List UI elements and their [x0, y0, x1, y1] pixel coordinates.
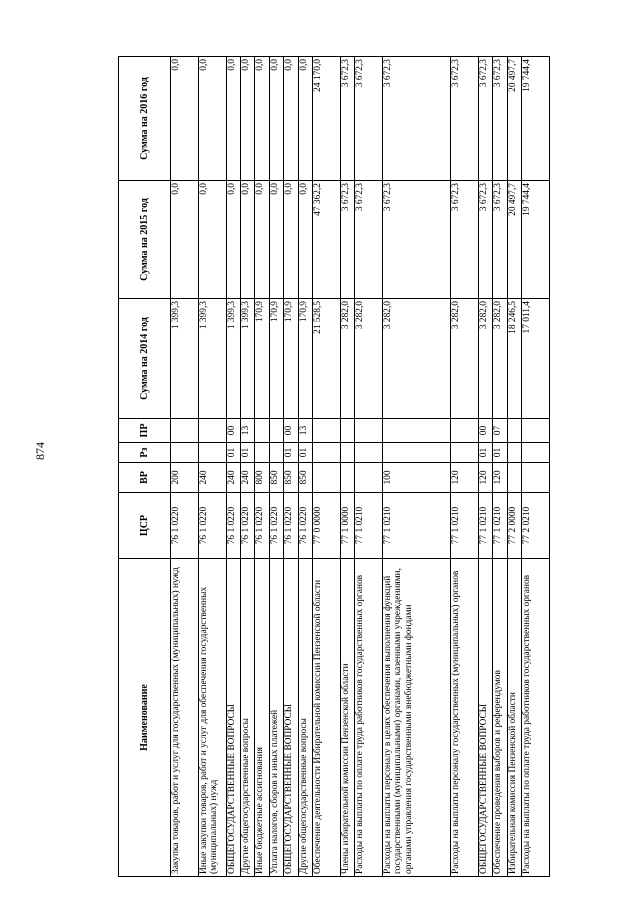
cell-s2016: 3 672,3 — [355, 57, 383, 181]
cell-csr: 77 1 0210 — [493, 493, 507, 559]
budget-table — [118, 56, 550, 877]
cell-s2015: 0,0 — [255, 181, 269, 299]
cell-vr: 120 — [493, 463, 507, 493]
table-row — [507, 57, 521, 877]
table-row — [198, 57, 226, 877]
cell-vr — [355, 463, 383, 493]
cell-rz — [171, 443, 199, 463]
cell-csr: 76 1 0220 — [226, 493, 240, 559]
cell-vr: 200 — [171, 463, 199, 493]
header-sum-2016: Сумма на 2016 год — [119, 57, 171, 181]
cell-csr: 76 1 0220 — [255, 493, 269, 559]
table-row — [340, 57, 354, 877]
cell-name: Расходы на выплаты по оплате труда работников государственных органов — [355, 559, 383, 877]
cell-s2015: 0,0 — [171, 181, 199, 299]
cell-csr: 76 1 0220 — [269, 493, 283, 559]
cell-rz — [507, 443, 521, 463]
cell-pr — [507, 419, 521, 443]
cell-s2016: 3 672,3 — [493, 57, 507, 181]
cell-name: Расходы на выплаты по оплате труда работников государственных органов — [522, 559, 550, 877]
cell-name: Обеспечение проведения выборов и референдумов — [493, 559, 507, 877]
cell-s2015: 3 672,3 — [451, 181, 479, 299]
cell-s2015: 0,0 — [198, 181, 226, 299]
cell-s2014: 21 528,5 — [313, 299, 341, 419]
cell-s2016: 0,0 — [298, 57, 312, 181]
cell-pr — [313, 419, 341, 443]
cell-name: ОБЩЕГОСУДАРСТВЕННЫЕ ВОПРОСЫ — [284, 559, 298, 877]
cell-s2016: 0,0 — [240, 57, 254, 181]
cell-s2014: 3 282,0 — [451, 299, 479, 419]
table-row — [240, 57, 254, 877]
cell-vr: 800 — [255, 463, 269, 493]
cell-s2014: 170,9 — [284, 299, 298, 419]
cell-vr: 850 — [269, 463, 283, 493]
cell-rz — [355, 443, 383, 463]
cell-rz — [451, 443, 479, 463]
cell-pr — [171, 419, 199, 443]
header-name: Наименование — [119, 559, 171, 877]
table-row — [313, 57, 341, 877]
cell-s2016: 3 672,3 — [382, 57, 450, 181]
cell-s2015: 3 672,3 — [340, 181, 354, 299]
table-row — [522, 57, 550, 877]
cell-name: Другие общегосударственные вопросы — [298, 559, 312, 877]
header-sum-2014: Сумма на 2014 год — [119, 299, 171, 419]
cell-rz: 01 — [284, 443, 298, 463]
cell-pr: 00 — [478, 419, 492, 443]
cell-pr: 07 — [493, 419, 507, 443]
cell-s2015: 3 672,3 — [355, 181, 383, 299]
cell-s2015: 47 362,2 — [313, 181, 341, 299]
cell-csr: 76 1 0220 — [298, 493, 312, 559]
table-row — [355, 57, 383, 877]
cell-s2015: 0,0 — [298, 181, 312, 299]
header-pr: ПР — [119, 419, 171, 443]
cell-csr: 77 0 0000 — [313, 493, 341, 559]
cell-pr: 00 — [226, 419, 240, 443]
cell-rz — [255, 443, 269, 463]
cell-s2014: 170,9 — [298, 299, 312, 419]
rotated-table-wrapper — [118, 57, 550, 877]
cell-name: Уплата налогов, сборов и иных платежей — [269, 559, 283, 877]
cell-pr — [198, 419, 226, 443]
cell-s2016: 3 672,3 — [451, 57, 479, 181]
table-row — [284, 57, 298, 877]
cell-s2015: 3 672,3 — [478, 181, 492, 299]
cell-s2014: 3 282,0 — [355, 299, 383, 419]
cell-name: Иные закупки товаров, работ и услуг для обеспечения государственных (муниципальных) нужд — [198, 559, 226, 877]
cell-name: Обеспечение деятельности Избирательной комиссии Пензенской области — [313, 559, 341, 877]
cell-s2016: 3 672,3 — [340, 57, 354, 181]
cell-vr: 240 — [198, 463, 226, 493]
cell-name: Иные бюджетные ассигнования — [255, 559, 269, 877]
cell-vr: 120 — [451, 463, 479, 493]
table-row — [382, 57, 450, 877]
cell-s2015: 0,0 — [226, 181, 240, 299]
cell-s2014: 3 282,0 — [493, 299, 507, 419]
cell-csr: 77 1 0210 — [355, 493, 383, 559]
header-vr: ВР — [119, 463, 171, 493]
cell-pr — [522, 419, 550, 443]
header-rz: Рз — [119, 443, 171, 463]
cell-s2014: 3 282,0 — [340, 299, 354, 419]
table-row — [171, 57, 199, 877]
cell-s2015: 0,0 — [284, 181, 298, 299]
cell-rz — [382, 443, 450, 463]
cell-name: Избирательная комиссия Пензенской области — [507, 559, 521, 877]
header-sum-2015: Сумма на 2015 год — [119, 181, 171, 299]
cell-csr: 77 2 0210 — [522, 493, 550, 559]
cell-pr: 13 — [298, 419, 312, 443]
cell-s2014: 170,9 — [269, 299, 283, 419]
cell-s2015: 0,0 — [240, 181, 254, 299]
cell-csr: 77 1 0000 — [340, 493, 354, 559]
cell-name: Расходы на выплаты персоналу государственных (муниципальных) органов — [451, 559, 479, 877]
cell-name: Закупка товаров, работ и услуг для государственных (муниципальных) нужд — [171, 559, 199, 877]
cell-vr — [340, 463, 354, 493]
cell-pr — [269, 419, 283, 443]
table-row — [478, 57, 492, 877]
cell-vr: 850 — [298, 463, 312, 493]
table-row — [493, 57, 507, 877]
cell-s2014: 1 399,3 — [198, 299, 226, 419]
cell-name: Расходы на выплаты персоналу в целях обеспечения выполнения функций государственными (муниципальными) органами, казенными учреждениями, органами управления государственными внебюджетными фондами — [382, 559, 450, 877]
cell-rz: 01 — [493, 443, 507, 463]
cell-s2014: 1 399,3 — [240, 299, 254, 419]
cell-s2016: 0,0 — [269, 57, 283, 181]
cell-s2014: 1 399,3 — [226, 299, 240, 419]
table-row — [255, 57, 269, 877]
cell-vr: 240 — [240, 463, 254, 493]
cell-rz — [340, 443, 354, 463]
page-number: 874 — [33, 442, 47, 460]
table-body — [171, 57, 550, 877]
cell-csr: 77 1 0210 — [478, 493, 492, 559]
cell-s2015: 3 672,3 — [493, 181, 507, 299]
header-csr: ЦСР — [119, 493, 171, 559]
cell-s2014: 3 282,0 — [478, 299, 492, 419]
cell-rz: 01 — [298, 443, 312, 463]
cell-vr: 850 — [284, 463, 298, 493]
cell-vr — [313, 463, 341, 493]
table-row — [226, 57, 240, 877]
cell-vr: 100 — [382, 463, 450, 493]
cell-s2014: 18 246,5 — [507, 299, 521, 419]
cell-s2016: 0,0 — [226, 57, 240, 181]
cell-rz: 01 — [226, 443, 240, 463]
cell-csr: 77 1 0210 — [451, 493, 479, 559]
cell-pr — [340, 419, 354, 443]
cell-pr — [451, 419, 479, 443]
cell-s2016: 24 170,0 — [313, 57, 341, 181]
cell-s2015: 0,0 — [269, 181, 283, 299]
cell-s2014: 1 399,3 — [171, 299, 199, 419]
cell-pr: 13 — [240, 419, 254, 443]
cell-s2016: 3 672,3 — [478, 57, 492, 181]
cell-s2015: 3 672,3 — [382, 181, 450, 299]
cell-name: ОБЩЕГОСУДАРСТВЕННЫЕ ВОПРОСЫ — [226, 559, 240, 877]
cell-rz — [522, 443, 550, 463]
cell-vr: 240 — [226, 463, 240, 493]
cell-vr — [522, 463, 550, 493]
cell-rz — [313, 443, 341, 463]
cell-rz: 01 — [478, 443, 492, 463]
cell-pr: 00 — [284, 419, 298, 443]
cell-pr — [382, 419, 450, 443]
cell-csr: 76 1 0220 — [284, 493, 298, 559]
cell-s2016: 0,0 — [284, 57, 298, 181]
table-row — [298, 57, 312, 877]
cell-pr — [255, 419, 269, 443]
cell-rz — [269, 443, 283, 463]
cell-rz — [198, 443, 226, 463]
cell-vr — [507, 463, 521, 493]
cell-csr: 77 1 0210 — [382, 493, 450, 559]
cell-s2016: 0,0 — [171, 57, 199, 181]
cell-rz: 01 — [240, 443, 254, 463]
cell-s2014: 17 011,4 — [522, 299, 550, 419]
cell-s2014: 170,9 — [255, 299, 269, 419]
table-header-row — [119, 57, 171, 877]
cell-s2016: 20 497,7 — [507, 57, 521, 181]
cell-s2016: 0,0 — [198, 57, 226, 181]
cell-pr — [355, 419, 383, 443]
cell-csr: 77 2 0000 — [507, 493, 521, 559]
cell-name: Другие общегосударственные вопросы — [240, 559, 254, 877]
table-row — [451, 57, 479, 877]
cell-csr: 76 1 0220 — [240, 493, 254, 559]
cell-s2015: 20 497,7 — [507, 181, 521, 299]
cell-s2014: 3 282,0 — [382, 299, 450, 419]
cell-s2016: 19 744,4 — [522, 57, 550, 181]
cell-name: ОБЩЕГОСУДАРСТВЕННЫЕ ВОПРОСЫ — [478, 559, 492, 877]
cell-csr: 76 1 0220 — [198, 493, 226, 559]
cell-s2016: 0,0 — [255, 57, 269, 181]
cell-name: Члены избирательной комиссии Пензенской области — [340, 559, 354, 877]
cell-s2015: 19 744,4 — [522, 181, 550, 299]
cell-csr: 76 1 0220 — [171, 493, 199, 559]
cell-vr: 120 — [478, 463, 492, 493]
table-row — [269, 57, 283, 877]
